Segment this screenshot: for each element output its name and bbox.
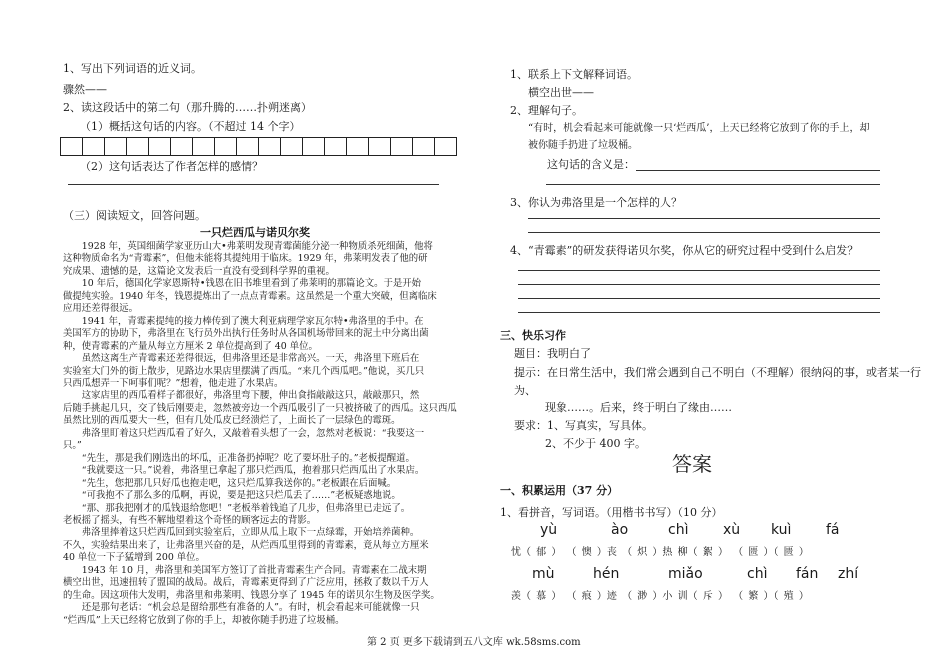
- pinyin-11: fán: [796, 566, 819, 582]
- story-line: 老板摇了摇头，有些不解地望着这个奇怪的顾客远去的背影。: [63, 514, 317, 526]
- story-line: 这家店里的西瓜看样子都很好，弗洛里弯下腰，伸出食指敲敲这只，敲敲那只，然: [81, 390, 420, 402]
- story-line: “先生，您把那几只好瓜也抱走吧，这只烂瓜算我送你的。”老板跟在后面喊。: [81, 477, 397, 489]
- writing-req-1: 要求：1、写真实，写具体。: [514, 419, 653, 432]
- answer-line[interactable]: [528, 232, 880, 233]
- story-line: 种，使青霉素的产量从每立方厘米 2 单位提高到了 40 单位。: [63, 340, 318, 352]
- answer-chars-row-1: 忧（ 郁 ） （ 懊 ）丧 （ 炽 ）热 柳（ 絮 ） （ 匮 ）（ 匮 ）: [511, 547, 809, 558]
- answer-line[interactable]: [528, 218, 880, 219]
- answer-grid[interactable]: [61, 137, 457, 156]
- story-line: 40 单位一下子猛增到 200 单位。: [63, 552, 205, 564]
- story-line: 1941 年，青霉素提纯的接力棒传到了澳大利亚病理学家瓦尔特•弗洛里的手中。在: [81, 315, 424, 327]
- story-line: 美国军方的协助下，弗洛里在飞行员外出执行任务时从各国机场带回来的泥土中分离出菌: [63, 328, 429, 340]
- pinyin-10: chì: [747, 566, 768, 582]
- pinyin-3: chì: [668, 522, 689, 538]
- story-line: “那、那我把刚才的瓜钱退给您吧！”老板举着钱追了几步，但弗洛里已走远了。: [81, 502, 411, 514]
- section-3-heading: （三）阅读短文，回答问题。: [63, 209, 206, 222]
- pinyin-8: hén: [593, 566, 620, 582]
- story-line: 还是那句老话：“机会总是留给那些有准备的人”。有时，机会看起来可能就像一只: [81, 602, 420, 614]
- writing-req-2: 2、不少于 400 字。: [545, 437, 646, 450]
- story-line: “先生，那是我们刚选出的坏瓜，正准备扔掉呢？吃了要坏肚子的。”老板提醒道。: [81, 452, 415, 464]
- story-line: “烂西瓜”上天已经将它放到了你的手上，却被你随手扔进了垃圾桶。: [63, 614, 345, 626]
- answer-line[interactable]: [518, 298, 880, 299]
- story-line: 横空出世，迅速扭转了盟国的战局。战后，青霉素更得到了广泛应用，拯救了数以千万人: [63, 577, 429, 589]
- answer-line[interactable]: [518, 284, 880, 285]
- story-title: 一只烂西瓜与诺贝尔奖: [200, 226, 310, 239]
- answer-line[interactable]: [546, 184, 880, 185]
- right-q2: 2、理解句子。: [510, 104, 583, 117]
- answer-line[interactable]: [68, 184, 439, 185]
- answer-line[interactable]: [636, 170, 880, 171]
- pinyin-12: zhí: [838, 566, 859, 582]
- story-line: 不久，实验结果出来了，让弗洛里兴奋的是，从烂西瓜里得到的青霉素，竟从每立方厘米: [63, 539, 429, 551]
- story-line: “可我抱不了那么多的瓜啊，再说，要是把这只烂瓜丢了……”老板疑惑地说。: [81, 490, 401, 502]
- pinyin-2: ào: [611, 522, 629, 538]
- pinyin-5: kuì: [771, 522, 792, 538]
- right-q4: 4、“青霉素”的研发获得诺贝尔奖，你从它的研究过程中受到什么启发？: [510, 244, 859, 257]
- answer-line[interactable]: [518, 270, 880, 271]
- story-line: 弗洛里盯着这只烂西瓜看了好久，又敲着看头想了一会，忽然对老板说：“我要这一: [81, 427, 425, 439]
- story-body: [63, 241, 457, 627]
- right-q3: 3、你认为弗洛里是一个怎样的人？: [510, 196, 682, 209]
- right-q1: 1、联系上下文解释词语。: [510, 68, 638, 81]
- answers-title: 答案: [672, 452, 712, 476]
- section-writing-heading: 三、快乐习作: [500, 329, 566, 342]
- story-line: 的生命。因这项伟大发明，弗洛里和弗莱明、钱恩分享了 1945 年的诺贝尔生物及医学奖。: [63, 589, 440, 601]
- story-line: 只。”: [63, 440, 82, 452]
- answers-section-heading: 一、积累运用（37 分）: [500, 484, 619, 497]
- answer-line[interactable]: [518, 312, 880, 313]
- story-line: “我就要这一只。”说着，弗洛里已拿起了那只烂西瓜，抱着那只烂西瓜出了水果店。: [81, 465, 425, 477]
- pinyin-9: miǎo: [668, 566, 703, 582]
- story-line: 这种物质命名为“青霉素”，但他未能将其提纯用于临床。1929 年，弗莱明发表了他的研: [63, 253, 428, 265]
- story-line: 只西瓜想弄一下呵事们呢？”想着，他走进了水果店。: [63, 377, 284, 389]
- answer-chars-row-2: 羡（ 慕 ） （ 痕 ）迹 （ 渺 ）小 训（ 斥 ） （ 繁 ）（ 殖 ）: [511, 591, 809, 602]
- left-q1: 1、写出下列词语的近义词。: [63, 62, 202, 75]
- right-q2-quote-2: 被你随手扔进了垃圾桶。: [528, 140, 638, 151]
- left-q2-2: （2）这句话表达了作者怎样的感情？: [80, 160, 263, 173]
- right-q1-word: 横空出世——: [528, 86, 594, 99]
- writing-tip-2: 为、: [514, 384, 536, 397]
- story-line: 做提纯实验。1940 年冬，钱恩提炼出了一点点青霉素。这虽然是一个重大突破，但离临床: [63, 290, 437, 302]
- story-line: 实验室大门外的街上散步，见路边水果店里摆满了西瓜。“来几个西瓜吧。”他说，买几只: [63, 365, 425, 377]
- story-line: 后随手挑起几只，交了钱后刚要走，忽然被旁边一个西瓜吸引了一只被挤破了的西瓜。这只西瓜: [63, 402, 457, 414]
- left-q1-word: 骤然——: [63, 83, 107, 96]
- writing-tip-1: 提示：在日常生活中，我们常会遇到自己不明白（不理解）很纳闷的事，或者某一行: [514, 366, 921, 379]
- pinyin-6: fá: [826, 522, 840, 538]
- right-q2-quote-1: “有时，机会看起来可能就像一只‘烂西瓜’，上天已经将它放到了你的手上，却: [528, 123, 870, 134]
- story-line: 虽然比别的西瓜要大一些，但有几处瓜皮已经溃烂了，上面长了一层绿色的霉斑。: [63, 415, 401, 427]
- answers-q1: 1、看拼音，写词语。（用楷书书写）（10 分）: [500, 506, 723, 519]
- pinyin-7: mù: [532, 566, 555, 582]
- page-footer: 第 2 页 更多下载请到五八文库 wk.58sms.com: [367, 637, 581, 648]
- story-line: 1928 年，英国细菌学家亚历山大•弗莱明发现青霉菌能分泌一种物质杀死细菌，他将: [81, 241, 433, 252]
- pinyin-4: xù: [723, 522, 741, 538]
- right-q2-ask: 这句话的含义是：: [547, 158, 635, 171]
- left-q2: 2、读这段话中的第二句（那升腾的……扑朔迷离）: [63, 101, 312, 114]
- writing-tip-3: 现象……。后来，终于明白了缘由……: [545, 401, 732, 414]
- story-line: 应用还差得很远。: [63, 303, 139, 315]
- writing-topic: 题目：我明白了: [514, 347, 591, 360]
- pinyin-1: yù: [540, 522, 558, 538]
- story-line: 究成果、遗憾的是，这篇论文发表后一直没有受到科学界的重视。: [63, 265, 335, 277]
- story-line: 虽然这离生产青霉素还差得很远，但弗洛里还是非常高兴。一天，弗洛里下班后在: [81, 353, 420, 365]
- story-line: 10 年后，德国化学家恩斯特•钱恩在旧书堆里看到了弗莱明的那篇论文。于是开始: [81, 278, 421, 290]
- left-q2-1: （1）概括这句话的内容。（不超过 14 个字）: [80, 120, 301, 133]
- story-line: 弗洛里捧着这只烂西瓜回到实验室后，立即从瓜上取下一点绿霉，开始培养菌种。: [81, 527, 420, 539]
- story-line: 1943 年 10 月，弗洛里和美国军方签订了首批青霉素生产合同。青霉素在二战末期: [81, 564, 427, 576]
